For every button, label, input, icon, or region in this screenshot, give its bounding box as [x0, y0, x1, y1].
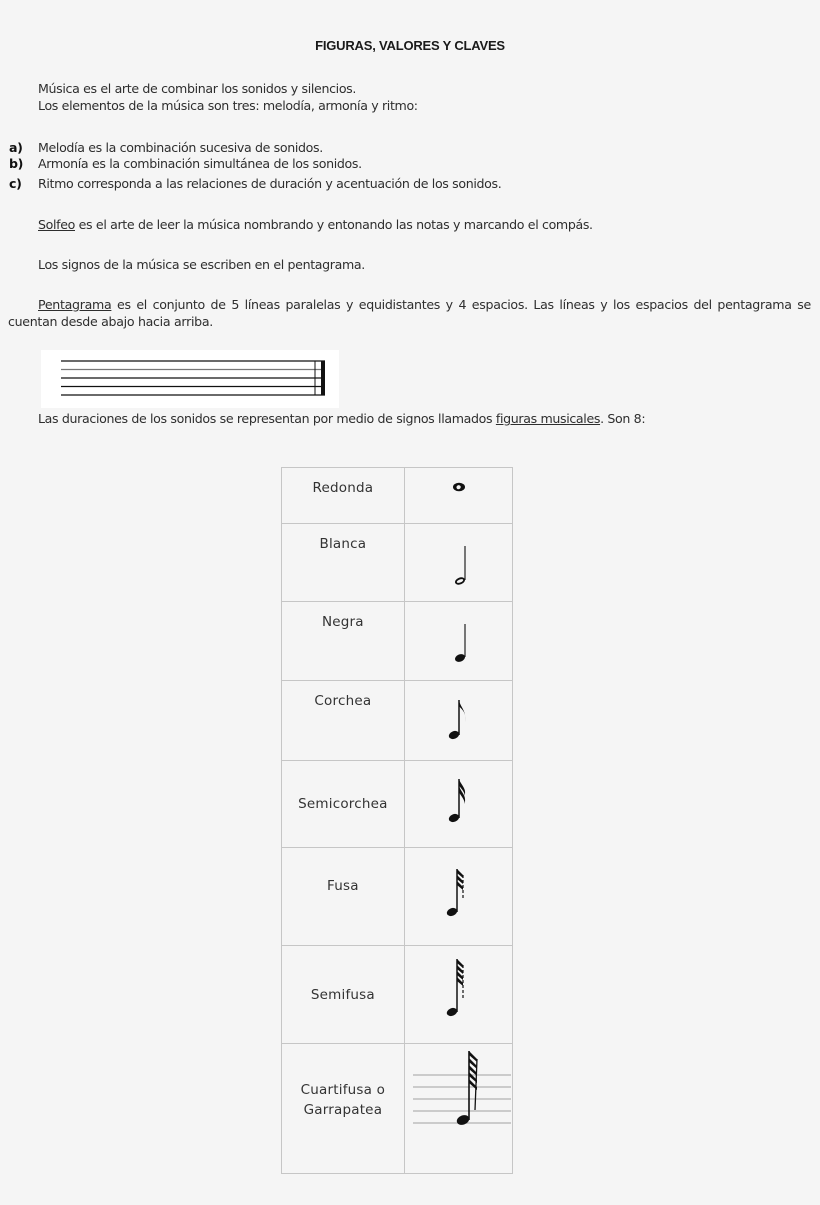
figure-name-line: Garrapatea	[303, 1102, 383, 1118]
table-row	[282, 848, 513, 946]
figure-symbol	[404, 602, 512, 681]
figure-name	[282, 1044, 405, 1174]
list-text: Melodía es la combinación sucesiva de sonidos.	[38, 140, 323, 155]
staff-illustration	[41, 350, 339, 408]
figure-symbol	[404, 848, 512, 946]
sixty-fourth-note-icon	[441, 956, 471, 1022]
table-row	[282, 524, 513, 602]
figure-symbol	[404, 1044, 512, 1174]
figure-symbol	[404, 946, 512, 1044]
half-note-icon	[449, 544, 473, 586]
solfeo-paragraph	[38, 217, 593, 233]
pentagrama-paragraph	[8, 296, 811, 330]
figure-name: Corchea	[282, 681, 405, 761]
sixteenth-note-icon	[443, 776, 473, 828]
table-row	[282, 946, 513, 1044]
table-row	[282, 1044, 513, 1174]
figuras-musicales-term: figuras musicales	[495, 411, 601, 426]
hundred-twenty-eighth-note-icon	[411, 1048, 511, 1128]
list-label: b)	[9, 156, 24, 171]
figure-name: Blanca	[282, 524, 405, 602]
signos-paragraph: Los signos de la música se escriben en el pentagrama.	[38, 257, 365, 272]
intro-line-1: Música es el arte de combinar los sonidos y silencios.	[38, 81, 357, 96]
figure-name: Semifusa	[282, 946, 405, 1044]
eighth-note-icon	[443, 697, 473, 743]
figures-table	[281, 467, 513, 1174]
duraciones-paragraph	[38, 411, 645, 427]
figure-symbol	[404, 468, 512, 524]
staff-icon	[41, 350, 339, 408]
list-text: Armonía es la combinación simultánea de los sonidos.	[38, 156, 362, 171]
list-label: c)	[9, 176, 22, 191]
thirty-second-note-icon	[441, 866, 471, 922]
list-label: a)	[9, 140, 23, 155]
figure-name-line: Cuartifusa o	[300, 1082, 386, 1098]
table-row	[282, 602, 513, 681]
intro-line-2: Los elementos de la música son tres: melodía, armonía y ritmo:	[38, 98, 418, 113]
pentagrama-text: es el conjunto de 5 líneas paralelas y equidistantes y 4 espacios. Las líneas y los espacios del pentagrama se cuentan desde abajo hacia arriba.	[8, 297, 811, 329]
solfeo-text: es el arte de leer la música nombrando y entonando las notas y marcando el compás.	[75, 217, 593, 232]
duraciones-count: . Son 8:	[600, 411, 646, 426]
table-row	[282, 681, 513, 761]
figure-symbol	[404, 761, 512, 848]
quarter-note-icon	[449, 622, 473, 664]
table-row	[282, 468, 513, 524]
page-title: FIGURAS, VALORES Y CLAVES	[315, 38, 505, 53]
whole-note-icon	[449, 480, 469, 494]
duraciones-text: Las duraciones de los sonidos se representan por medio de signos llamados	[38, 411, 496, 426]
figure-name: Negra	[282, 602, 405, 681]
figure-name: Fusa	[282, 848, 405, 946]
figure-symbol	[404, 681, 512, 761]
pentagrama-term: Pentagrama	[38, 297, 112, 312]
figure-symbol	[404, 524, 512, 602]
list-text: Ritmo corresponda a las relaciones de duración y acentuación de los sonidos.	[38, 176, 502, 191]
figure-name: Semicorchea	[282, 761, 405, 848]
solfeo-term: Solfeo	[38, 217, 75, 232]
figure-name: Redonda	[282, 468, 405, 524]
table-row	[282, 761, 513, 848]
